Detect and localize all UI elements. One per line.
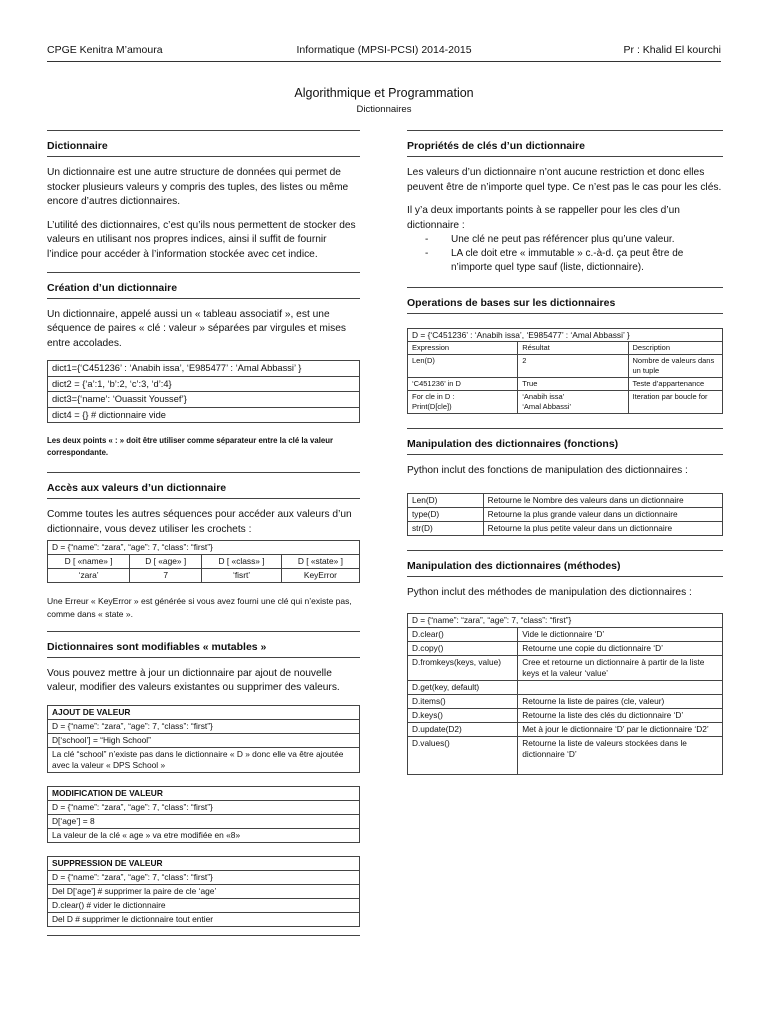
table-cell: D.items()	[408, 694, 518, 708]
table-cell: D.fromkeys(keys, value)	[408, 655, 518, 680]
header-right: Pr : Khalid El kourchi	[623, 44, 721, 56]
table-cell: ‘Anabih issa’ ‘Amal Abbassi’	[518, 391, 628, 414]
ajout-table	[47, 705, 360, 773]
section-heading: Operations de bases sur les dictionnaires	[407, 287, 723, 314]
key-rules-list	[425, 233, 723, 275]
table-cell: True	[518, 378, 628, 391]
section-methodes	[407, 550, 723, 775]
left-column	[47, 130, 360, 936]
table-cell: Nombre de valeurs dans un tuple	[628, 355, 723, 378]
table-cell: D[‘age’] = 8	[48, 814, 360, 828]
table-cell: D.clear() # vider le dictionnaire	[48, 898, 360, 912]
page-title: Algorithmique et Programmation	[294, 86, 474, 100]
table-cell: D = {“name”: “zara”, “age”: 7, “class”: “first”}	[48, 870, 360, 884]
table-cell: SUPPRESSION DE VALEUR	[48, 856, 360, 870]
table-cell: D = {“name”: “zara”, “age”: 7, “class”: “first”}	[48, 540, 360, 554]
table-cell: D = {“name”: “zara”, “age”: 7, “class”: “first”}	[48, 719, 360, 733]
section-heading: Propriétés de clés d’un dictionnaire	[407, 130, 723, 157]
table-cell: For cle in D : Print(D[cle])	[408, 391, 518, 414]
table-cell: dict4 = {} # dictionnaire vide	[48, 407, 360, 423]
table-cell: Iteration par boucle for	[628, 391, 723, 414]
paragraph: Python inclut des méthodes de manipulation des dictionnaires :	[407, 586, 692, 598]
table-cell: D [ «state» ]	[281, 554, 359, 568]
section-heading: Manipulation des dictionnaires (méthodes)	[407, 550, 723, 577]
list-item: - Une clé ne peut pas référencer plus qu’une valeur.	[425, 233, 723, 247]
table-cell: Len(D)	[408, 355, 518, 378]
table-cell: La clé “school” n’existe pas dans le dictionnaire « D » donc elle va être ajoutée avec la valeur « DPS School »	[48, 747, 360, 772]
table-cell: 2	[518, 355, 628, 378]
section-fonctions	[407, 428, 723, 536]
table-cell: Retourne la plus grande valeur dans un dictionnaire	[483, 507, 722, 521]
section-heading: Création d’un dictionnaire	[47, 272, 360, 299]
page-subtitle: Dictionnaires	[356, 104, 412, 115]
table-cell: Description	[628, 342, 723, 355]
table-cell: ‘C451236’ in D	[408, 378, 518, 391]
table-cell: Cree et retourne un dictionnaire à partir de la liste keys et la valeur ‘value’	[518, 655, 723, 680]
header-center: Informatique (MPSI-PCSI) 2014-2015	[296, 44, 472, 56]
table-cell: dict3={‘name’: ‘Ouassit Youssef’}	[48, 392, 360, 408]
paragraph: Un dictionnaire, appelé aussi un « tableau associatif », est une séquence de paires « clé : valeur » séparées par virgules et mises entre accolades.	[47, 308, 346, 349]
table-cell: Del D # supprimer le dictionnaire tout entier	[48, 912, 360, 926]
section-heading: Accès aux valeurs d’un dictionnaire	[47, 472, 360, 499]
table-cell: ‘fisrt’	[202, 568, 282, 582]
table-cell: dict2 = {‘a’:1, ‘b’:2, ‘c’:3, ‘d’:4}	[48, 376, 360, 392]
paragraph: L’utilité des dictionnaires, c’est qu’ils nous permettent de stocker des valeurs en utilisant nos propres indices, ainsi il suffit de fournir l’indice pour accéder à l’information stockée avec cet indice.	[47, 219, 356, 260]
table-cell: D = {‘C451236’ : ‘Anabih issa’, ‘E985477’ : ‘Amal Abbassi’ }	[408, 329, 723, 342]
table-cell: Met à jour le dictionnaire ‘D’ par le dictionnaire ‘D2’	[518, 722, 723, 736]
table-cell: Résultat	[518, 342, 628, 355]
modif-table	[47, 786, 360, 843]
table-cell: D.values()	[408, 736, 518, 774]
table-cell: dict1={‘C451236’ : ‘Anabih issa’, ‘E985477’ : ‘Amal Abbassi’ }	[48, 361, 360, 377]
section-operations	[407, 287, 723, 414]
note: Une Erreur « KeyError » est générée si vous avez fourni une clé qui n’existe pas, comme dans « state ».	[47, 595, 352, 619]
table-cell: D [ «age» ]	[130, 554, 202, 568]
table-cell	[518, 680, 723, 694]
table-cell: Teste d’appartenance	[628, 378, 723, 391]
table-cell: D [ «class» ]	[202, 554, 282, 568]
page-header	[47, 40, 721, 60]
section-end-rule	[47, 935, 360, 936]
paragraph: Les valeurs d’un dictionnaire n’ont aucune restriction et donc elles peuvent être de n’importe quel type. Ce n’est pas le cas pour les clés.	[407, 167, 722, 193]
list-item: - LA cle doit etre « immutable » c.-à-d. ça peut être de n’importe quel type sauf (liste, dictionnaire).	[425, 247, 723, 275]
section-mutables	[47, 631, 360, 936]
table-cell: D.clear()	[408, 627, 518, 641]
right-column	[407, 130, 723, 775]
section-acces	[47, 472, 360, 620]
table-cell: Expression	[408, 342, 518, 355]
table-cell: Retourne la liste de valeurs stockées dans le dictionnaire ‘D’	[518, 736, 723, 774]
suppr-table	[47, 856, 360, 927]
table-cell: D.get(key, default)	[408, 680, 518, 694]
table-cell: D [ «name» ]	[48, 554, 130, 568]
table-cell: Retourne une copie du dictionnaire ‘D’	[518, 641, 723, 655]
table-cell: D.update(D2)	[408, 722, 518, 736]
table-cell: D[‘school’] = “High School”	[48, 733, 360, 747]
table-cell: La valeur de la clé « age » va etre modifiée en «8»	[48, 828, 360, 842]
methodes-table	[407, 613, 723, 775]
table-cell: D = {“name”: “zara”, “age”: 7, “class”: “first”}	[48, 800, 360, 814]
paragraph: Comme toutes les autres séquences pour accéder aux valeurs d’un dictionnaire, vous devez utiliser les crochets :	[47, 509, 352, 535]
header-left: CPGE Kenitra M’amoura	[47, 44, 163, 56]
table-cell: MODIFICATION DE VALEUR	[48, 786, 360, 800]
table-cell: 7	[130, 568, 202, 582]
section-creation	[47, 272, 360, 460]
table-cell: AJOUT DE VALEUR	[48, 705, 360, 719]
table-cell: Retourne la liste des clés du dictionnaire ‘D’	[518, 708, 723, 722]
paragraph: Il y’a deux importants points à se rappeller pour les cles d’un dictionnaire :	[407, 205, 680, 231]
acces-table	[47, 540, 360, 583]
table-cell: ‘zara’	[48, 568, 130, 582]
section-heading: Dictionnaires sont modifiables « mutables »	[47, 631, 360, 658]
table-cell: Len(D)	[408, 493, 484, 507]
paragraph: Python inclut des fonctions de manipulation des dictionnaires :	[407, 465, 688, 477]
section-dictionnaire	[47, 130, 360, 263]
creation-table	[47, 360, 360, 423]
table-cell: Retourne la plus petite valeur dans un dictionnaire	[483, 521, 722, 535]
table-cell: KeyError	[281, 568, 359, 582]
fonctions-table	[407, 493, 723, 536]
table-cell: D = {“name”: “zara”, “age”: 7, “class”: “first”}	[408, 613, 723, 627]
table-cell: str(D)	[408, 521, 484, 535]
section-proprietes	[407, 130, 723, 275]
table-cell: D.copy()	[408, 641, 518, 655]
note: Les deux points « : » doit être utiliser comme séparateur entre la clé la valeur correspondante.	[47, 436, 333, 458]
header-divider	[47, 61, 721, 62]
table-cell: Retourne la liste de paires (cle, valeur)	[518, 694, 723, 708]
table-cell: D.keys()	[408, 708, 518, 722]
operations-table	[407, 328, 723, 414]
table-cell: Vide le dictionnaire ‘D’	[518, 627, 723, 641]
table-cell: Del D[‘age’] # supprimer la paire de cle ‘age’	[48, 884, 360, 898]
table-cell: Retourne le Nombre des valeurs dans un dictionnaire	[483, 493, 722, 507]
section-heading: Dictionnaire	[47, 130, 360, 157]
section-heading: Manipulation des dictionnaires (fonctions)	[407, 428, 723, 455]
table-cell: type(D)	[408, 507, 484, 521]
paragraph: Un dictionnaire est une autre structure de données qui permet de stocker plusieurs valeurs y compris des tuples, des listes ou même encore d’autres dictionnaires.	[47, 167, 349, 208]
paragraph: Vous pouvez mettre à jour un dictionnaire par ajout de nouvelle valeur, modifier des valeurs existantes ou supprimer des valeurs.	[47, 667, 340, 694]
